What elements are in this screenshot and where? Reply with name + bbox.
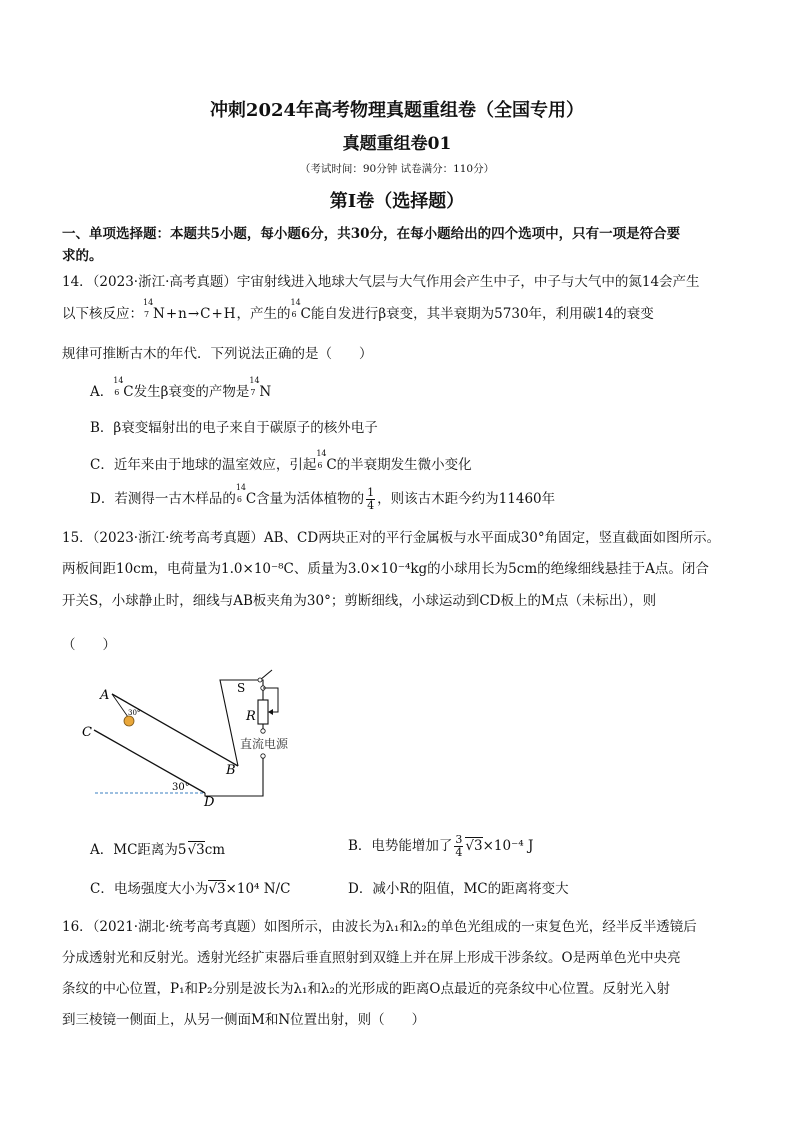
q16-line1: 16．（2021·湖北·统考高考真题）如图所示，由波长为λ₁和λ₂的单色光组成的一束复色光，经半反半透镜后 <box>62 919 697 935</box>
q15-line3: 开关S，小球静止时，细线与AB板夹角为30°；剪断细线，小球运动到CD板上的M点（未标出），则 <box>62 593 657 609</box>
svg-text:A: A <box>100 688 110 703</box>
q16-line2: 分成透射光和反射光。透射光经扩束器后垂直照射到双缝上并在屏上形成干涉条纹。O是两单色光中央亮 <box>62 950 681 966</box>
paper-subtitle: 真题重组卷01 <box>342 134 452 154</box>
svg-text:30°: 30° <box>172 782 190 793</box>
svg-text:R: R <box>246 709 256 724</box>
parallel-plates-figure <box>80 668 320 810</box>
svg-text:C: C <box>82 725 92 740</box>
q14-option-a[interactable]: A． 14 6 C发生β衰变的产物是 14 7 N <box>90 376 272 400</box>
q14-option-b[interactable]: B．β衰变辐射出的电子来自于碳原子的核外电子 <box>90 420 378 436</box>
q14-option-d[interactable]: D．若测得一古木样品的 14 6 C含量为活体植物的 $\frac{1}{4}$ ，则该古木距今约为11460年 <box>90 483 556 512</box>
resistor-r <box>258 700 268 724</box>
exam-info: （考试时间：90分钟 试卷满分：110分） <box>299 163 495 175</box>
svg-text:D: D <box>204 795 215 810</box>
q14-line3: 规律可推断古木的年代．下列说法正确的是（ ） <box>62 346 373 362</box>
part-title: 第I卷（选择题） <box>329 191 465 212</box>
q15-option-c[interactable]: C．电场强度大小为√3×10⁴ N/C <box>90 881 291 897</box>
paper-title: 冲刺2024年高考物理真题重组卷（全国专用） <box>209 100 585 121</box>
svg-text:B: B <box>226 763 236 778</box>
section-instruction-line2: 求的。 <box>62 248 103 264</box>
q14-line1: 14．（2023·浙江·高考真题）宇宙射线进入地球大气层与大气作用会产生中子，中子与大气中的氮14会产生 <box>62 274 700 290</box>
thread <box>112 694 128 717</box>
charged-ball <box>124 716 134 726</box>
q14-line2: 以下核反应： 14 7 N+n→C+H，产生的 14 6 C能自发进行β衰变，其半衰期为5730年，利用碳14的衰变 <box>62 298 654 322</box>
q15-option-d[interactable]: D．减小R的阻值，MC的距离将变大 <box>348 881 569 897</box>
q15-line4: （ ） <box>62 637 116 653</box>
svg-text:30°: 30° <box>128 709 141 717</box>
q15-line2: 两板间距10cm，电荷量为1.0×10⁻⁸C、质量为3.0×10⁻⁴kg的小球用长为5cm的绝缘细线悬挂于A点。闭合 <box>62 561 709 577</box>
q15-option-b[interactable]: B．电势能增加了 $\frac{3}{4}$ √3×10⁻⁴ J <box>348 833 534 859</box>
q15-option-a[interactable]: A．MC距离为5√3cm <box>90 842 226 858</box>
fraction-one-quarter: $\frac{1}{4}$ <box>367 486 375 512</box>
q16-line4: 到三棱镜一侧面上，从另一侧面M和N位置出射，则（ ） <box>62 1012 426 1028</box>
q16-line3: 条纹的中心位置，P₁和P₂分别是波长为λ₁和λ₂的光形成的距离O点最近的亮条纹中心位置。反射光入射 <box>62 981 670 997</box>
svg-text:S: S <box>237 681 246 695</box>
iso-c14: 14 6 <box>290 298 301 319</box>
q14-option-c[interactable]: C．近年来由于地球的温室效应，引起 14 6 C的半衰期发生微小变化 <box>90 449 472 473</box>
q15-line1: 15．（2023·浙江·统考高考真题）AB、CD两块正对的平行金属板与水平面成30°角固定，竖直截面如图所示。 <box>62 530 721 546</box>
svg-text:直流电源: 直流电源 <box>240 737 289 751</box>
section-instruction-line1: 一、单项选择题：本题共5小题，每小题6分，共30分，在每小题给出的四个选项中，只有一项是符合要 <box>62 226 681 242</box>
iso-n14: 14 7 <box>143 298 154 319</box>
